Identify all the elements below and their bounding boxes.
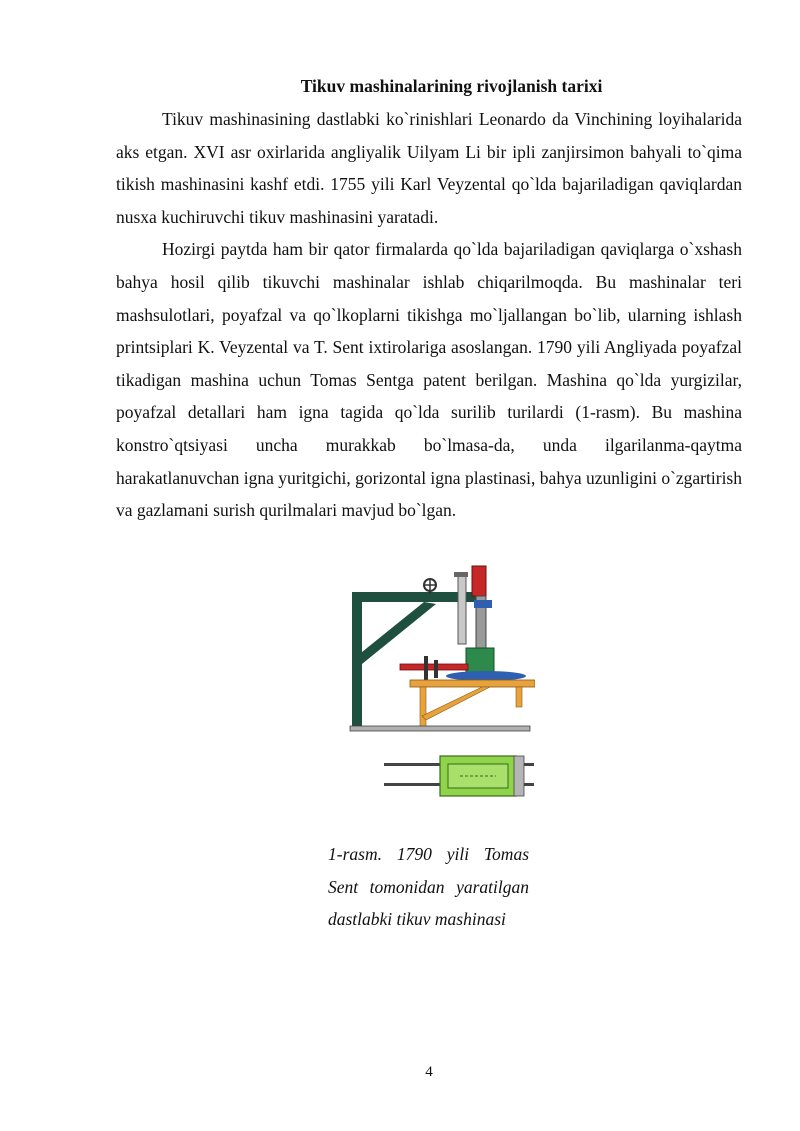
needle-bar [458, 574, 466, 644]
body-text [116, 103, 742, 527]
page-number: 4 [425, 1064, 433, 1080]
needle-plate [446, 671, 526, 681]
frame-brace [362, 602, 436, 664]
frame-post [352, 592, 362, 728]
floor-base [350, 726, 530, 731]
figure-caption: 1-rasm. 1790 yili Tomas Sent tomonidan yaratilgan dastlabki tikuv mashinasi [328, 844, 529, 930]
sewing-machine-illustration [340, 560, 535, 820]
page-title: Tikuv mashinalarining rivojlanish tarixi [300, 76, 603, 96]
paragraph: Hozirgi paytda ham bir qator firmalarda qo`lda bajariladigan qaviqlarga o`xshash bahya hosil qilib tikuvchi mashinalar ishlab chiqarilmoqda. Bu mashinalar teri mashsulotlari, poyafzal va qo`lkoplarni tikishga mo`ljallangan bo`lib, ularning ishlash printsiplari K. Veyzental va T. Sent ixtirolariga asoslangan. 1790 yili Angliyada poyafzal tikadigan mashina uchun Tomas Sentga patent berilgan. Mashina qo`lda yurgizilar, poyafzal detallari ham igna tagida qo`lda surilib turilardi (1-rasm). Bu mashina konstro`qtsiyasi uncha murakkab bo`lmasa-da, unda ilgarilanma-qaytma harakatlanuvchan igna yuritgichi, gorizontal igna plastinasi, bahya uzunligini o`zgartirish va gazlamani surish qurilmalari mavjud bo`lgan. [116, 239, 742, 521]
paragraph: Tikuv mashinasining dastlabki ko`rinishlari Leonardo da Vinchining loyihalarida aks etgan. XVI asr oxirlarida angliyalik Uilyam Li bir ipli zanjirsimon bahyali to`qima tikish mashinasini kashf etdi. 1755 yili Karl Veyzental qo`lda bajariladigan qaviqlardan nusxa kuchiruvchi tikuv mashinasini yaratadi. [116, 109, 742, 227]
machine-body [466, 648, 494, 674]
top-spring-housing [472, 566, 486, 596]
sewing-machine-figure [340, 560, 535, 820]
work-table [410, 680, 535, 687]
